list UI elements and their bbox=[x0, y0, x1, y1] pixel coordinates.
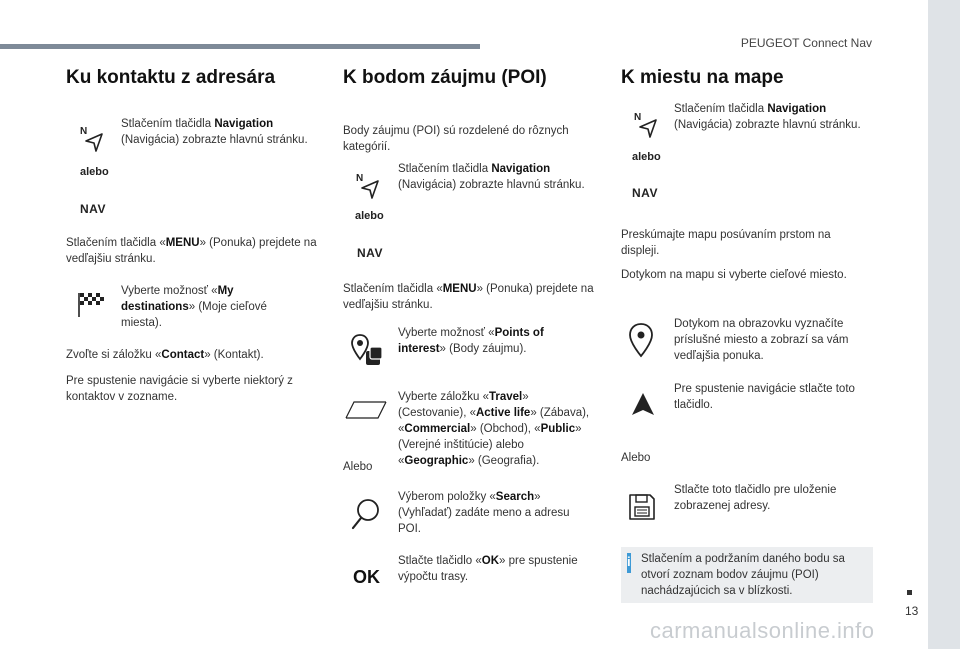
navigation-arrow-icon bbox=[632, 110, 662, 140]
svg-text:N: N bbox=[356, 173, 364, 184]
menu-instruction: Stlačením tlačidla «MENU» (Ponuka) prejdete na vedľajšiu stránku. bbox=[343, 283, 594, 311]
nav-button-label: NAV bbox=[632, 186, 658, 200]
info-icon: i bbox=[627, 554, 631, 569]
map-pin-icon bbox=[627, 322, 655, 358]
checkered-flag-icon bbox=[76, 291, 106, 317]
nav-instruction: Stlačením tlačidla Navigation (Navigácia) zobrazte hlavnú stránku. bbox=[121, 118, 308, 146]
page-marker bbox=[907, 590, 912, 595]
alebo-label: alebo bbox=[355, 210, 384, 222]
section-contact bbox=[66, 64, 326, 104]
destinations-instruction: Vyberte možnosť «My destinations» (Moje cieľové miesta). bbox=[121, 285, 267, 329]
navigation-arrow-icon bbox=[354, 171, 384, 201]
svg-text:N: N bbox=[80, 126, 88, 137]
section-title: K bodom záujmu (POI) bbox=[343, 67, 547, 88]
tab-bar-icon bbox=[344, 398, 388, 420]
save-instruction: Stlačte toto tlačidlo pre uloženie zobrazenej adresy. bbox=[674, 484, 837, 512]
header-bar bbox=[0, 44, 480, 49]
page-number: 13 bbox=[905, 604, 919, 618]
start-navigation-instruction: Pre spustenie navigácie si vyberte niektorý z kontaktov v zozname. bbox=[66, 375, 293, 403]
pin-instruction: Dotykom na obrazovku vyznačíte príslušné miesto a zobrazí sa vám vedľajšia ponuka. bbox=[674, 318, 849, 362]
nav-button-label: NAV bbox=[357, 246, 383, 260]
nav-instruction: Stlačením tlačidla Navigation (Navigácia) zobrazte hlavnú stránku. bbox=[674, 103, 861, 131]
section-title: K miestu na mape bbox=[621, 67, 784, 88]
search-icon bbox=[350, 497, 382, 531]
contact-tab-instruction: Zvoľte si záložku «Contact» (Kontakt). bbox=[66, 349, 264, 361]
nav-button-label: NAV bbox=[80, 202, 106, 216]
page-sidebar bbox=[928, 0, 960, 649]
navigation-arrow-icon bbox=[78, 124, 108, 154]
ok-button-label: OK bbox=[353, 567, 380, 587]
search-instruction: Výberom položky «Search» (Vyhľadať) zadáte meno a adresu POI. bbox=[398, 491, 570, 535]
category-tabs-instruction: Vyberte záložku «Travel» (Cestovanie), «Active life» (Zábava), «Commercial» (Obchod), «Public» (Verejné inštitúcie) alebo «Geographic» (Geografia). bbox=[398, 391, 590, 467]
save-address-icon bbox=[627, 492, 657, 522]
watermark: carmanualsonline.info bbox=[650, 618, 875, 643]
poi-instruction: Vyberte možnosť «Points of interest» (Body záujmu). bbox=[398, 327, 544, 355]
start-navigation-instruction: Pre spustenie navigácie stlačte toto tlačidlo. bbox=[674, 383, 855, 411]
info-text: Stlačením a podržaním daného bodu sa otvorí zoznam bodov záujmu (POI) nachádzajúcich sa v blízkosti. bbox=[641, 553, 845, 597]
nav-instruction: Stlačením tlačidla Navigation (Navigácia) zobrazte hlavnú stránku. bbox=[398, 163, 585, 191]
poi-pin-icon bbox=[350, 333, 384, 367]
touch-map-text: Dotykom na mapu si vyberte cieľové miesto. bbox=[621, 269, 847, 281]
manual-title: PEUGEOT Connect Nav bbox=[740, 36, 872, 50]
start-navigation-icon bbox=[630, 391, 656, 417]
section-title: Ku kontaktu z adresára bbox=[66, 67, 276, 88]
alebo-label: alebo bbox=[632, 151, 661, 163]
menu-instruction: Stlačením tlačidla «MENU» (Ponuka) prejdete na vedľajšiu stránku. bbox=[66, 237, 317, 265]
section-map bbox=[621, 64, 881, 104]
alebo-label: Alebo bbox=[621, 452, 651, 464]
ok-instruction: Stlačte tlačidlo «OK» pre spustenie výpočtu trasy. bbox=[398, 555, 578, 583]
alebo-label: alebo bbox=[80, 166, 109, 178]
explore-map-text: Preskúmajte mapu posúvaním prstom na displeji. bbox=[621, 229, 831, 257]
alebo-label: Alebo bbox=[343, 461, 373, 473]
section-poi bbox=[343, 64, 603, 104]
poi-intro: Body záujmu (POI) sú rozdelené do rôznych kategórií. bbox=[343, 125, 569, 153]
svg-text:N: N bbox=[634, 112, 642, 123]
